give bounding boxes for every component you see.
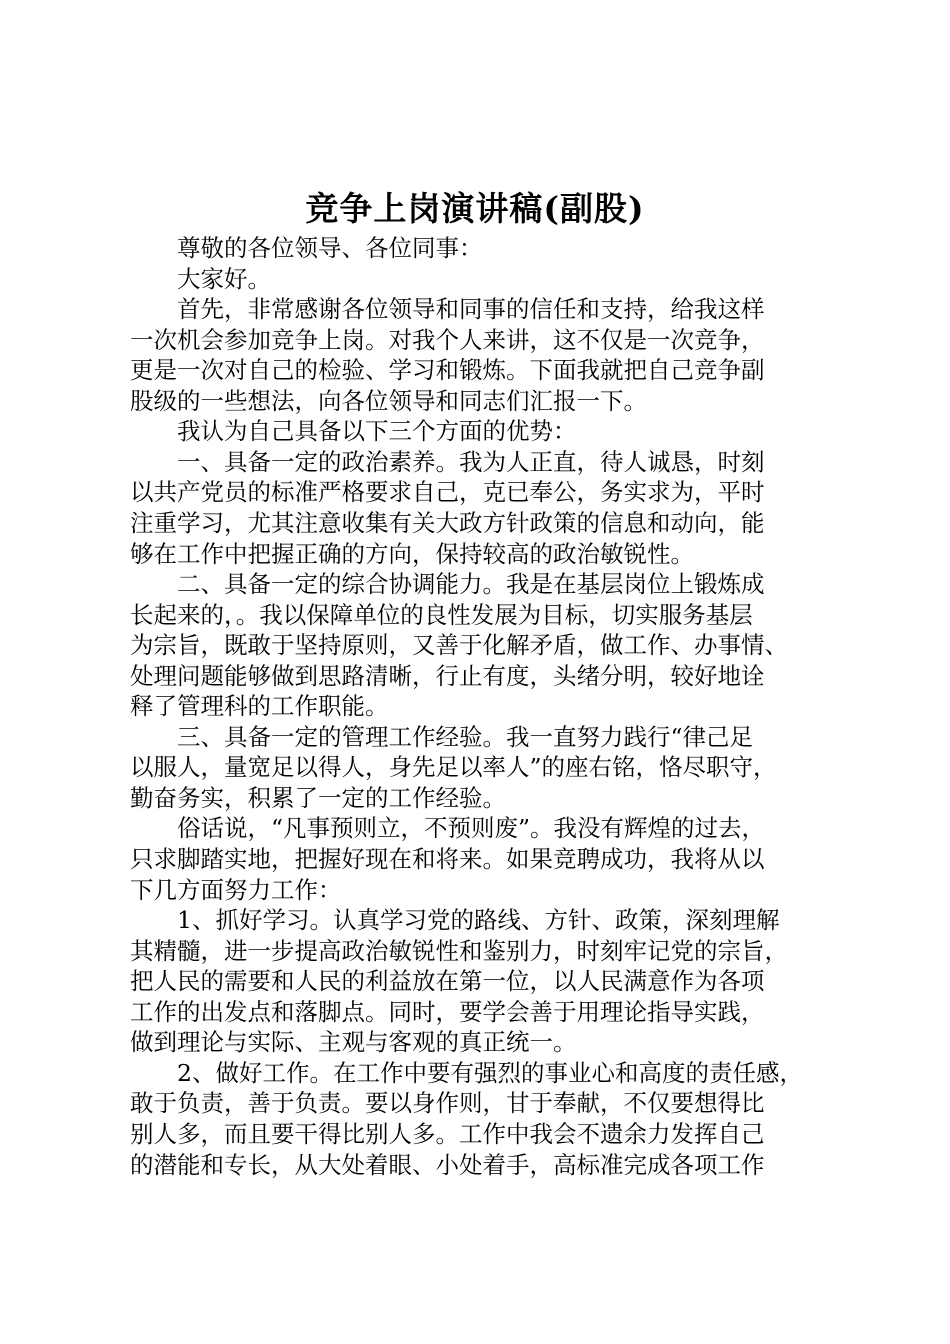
text-line: 其精髓，进一步提高政治敏锐性和鉴别力，时刻牢记党的宗旨，	[130, 936, 788, 965]
text-line: 够在工作中把握正确的方向，保持较高的政治敏锐性。	[130, 539, 694, 568]
text-line: 股级的一些想法，向各位领导和同志们汇报一下。	[130, 386, 647, 415]
text-line: 1、抓好学习。认真学习党的路线、方针、政策，深刻理解	[130, 906, 780, 935]
text-line: 的潜能和专长，从大处着眼、小处着手，高标准完成各项工作	[130, 1150, 765, 1179]
text-line: 为宗旨，既敢于坚持原则，又善于化解矛盾，做工作、办事情、	[130, 631, 788, 660]
text-line: 把人民的需要和人民的利益放在第一位，以人民满意作为各项	[130, 967, 765, 996]
text-line: 更是一次对自己的检验、学习和锻炼。下面我就把自己竞争副	[130, 356, 765, 385]
text-line: 下几方面努力工作：	[130, 875, 342, 904]
text-line: 二、具备一定的综合协调能力。我是在基层岗位上锻炼成	[130, 570, 765, 599]
text-line: 2、做好工作。在工作中要有强烈的事业心和高度的责任感，	[130, 1058, 803, 1087]
text-line: 释了管理科的工作职能。	[130, 692, 389, 721]
text-line: 处理问题能够做到思路清晰，行止有度，头绪分明，较好地诠	[130, 661, 765, 690]
text-line: 长起来的，。我以保障单位的良性发展为目标，切实服务基层	[130, 600, 753, 629]
text-line: 以共产党员的标准严格要求自己，克已奉公，务实求为，平时	[130, 478, 765, 507]
text-line: 只求脚踏实地，把握好现在和将来。如果竞聘成功，我将从以	[130, 845, 765, 873]
text-line: 注重学习，尤其注意收集有关大政方针政策的信息和动向，能	[130, 508, 765, 537]
text-line: 大家好。	[130, 264, 271, 293]
text-line: 一次机会参加竞争上岗。对我个人来讲，这不仅是一次竞争，	[130, 325, 765, 354]
document-title: 竞争上岗演讲稿(副股)	[305, 189, 645, 228]
text-line: 尊敬的各位领导、各位同事：	[130, 234, 483, 262]
text-line: 一、具备一定的政治素养。我为人正直，待人诚恳，时刻	[130, 447, 765, 476]
text-line: 做到理论与实际、主观与客观的真正统一。	[130, 1028, 577, 1057]
text-line: 以服人，量宽足以得人，身先足以率人”的座右铭，恪尽职守，	[130, 753, 777, 782]
text-line: 我认为自己具备以下三个方面的优势：	[130, 417, 577, 446]
text-line: 工作的出发点和落脚点。同时，要学会善于用理论指导实践，	[130, 997, 765, 1026]
text-line: 勤奋务实，积累了一定的工作经验。	[130, 783, 506, 812]
text-line: 敢于负责，善于负责。要以身作则，甘于奉献，不仅要想得比	[130, 1089, 765, 1118]
text-line: 三、具备一定的管理工作经验。我一直努力践行“律己足	[130, 722, 754, 751]
text-line: 首先，非常感谢各位领导和同事的信任和支持，给我这样	[130, 295, 765, 324]
text-line: 俗话说，“凡事预则立，不预则废”。我没有辉煌的过去，	[130, 814, 766, 843]
text-line: 别人多，而且要干得比别人多。工作中我会不遗余力发挥自己	[130, 1119, 765, 1148]
